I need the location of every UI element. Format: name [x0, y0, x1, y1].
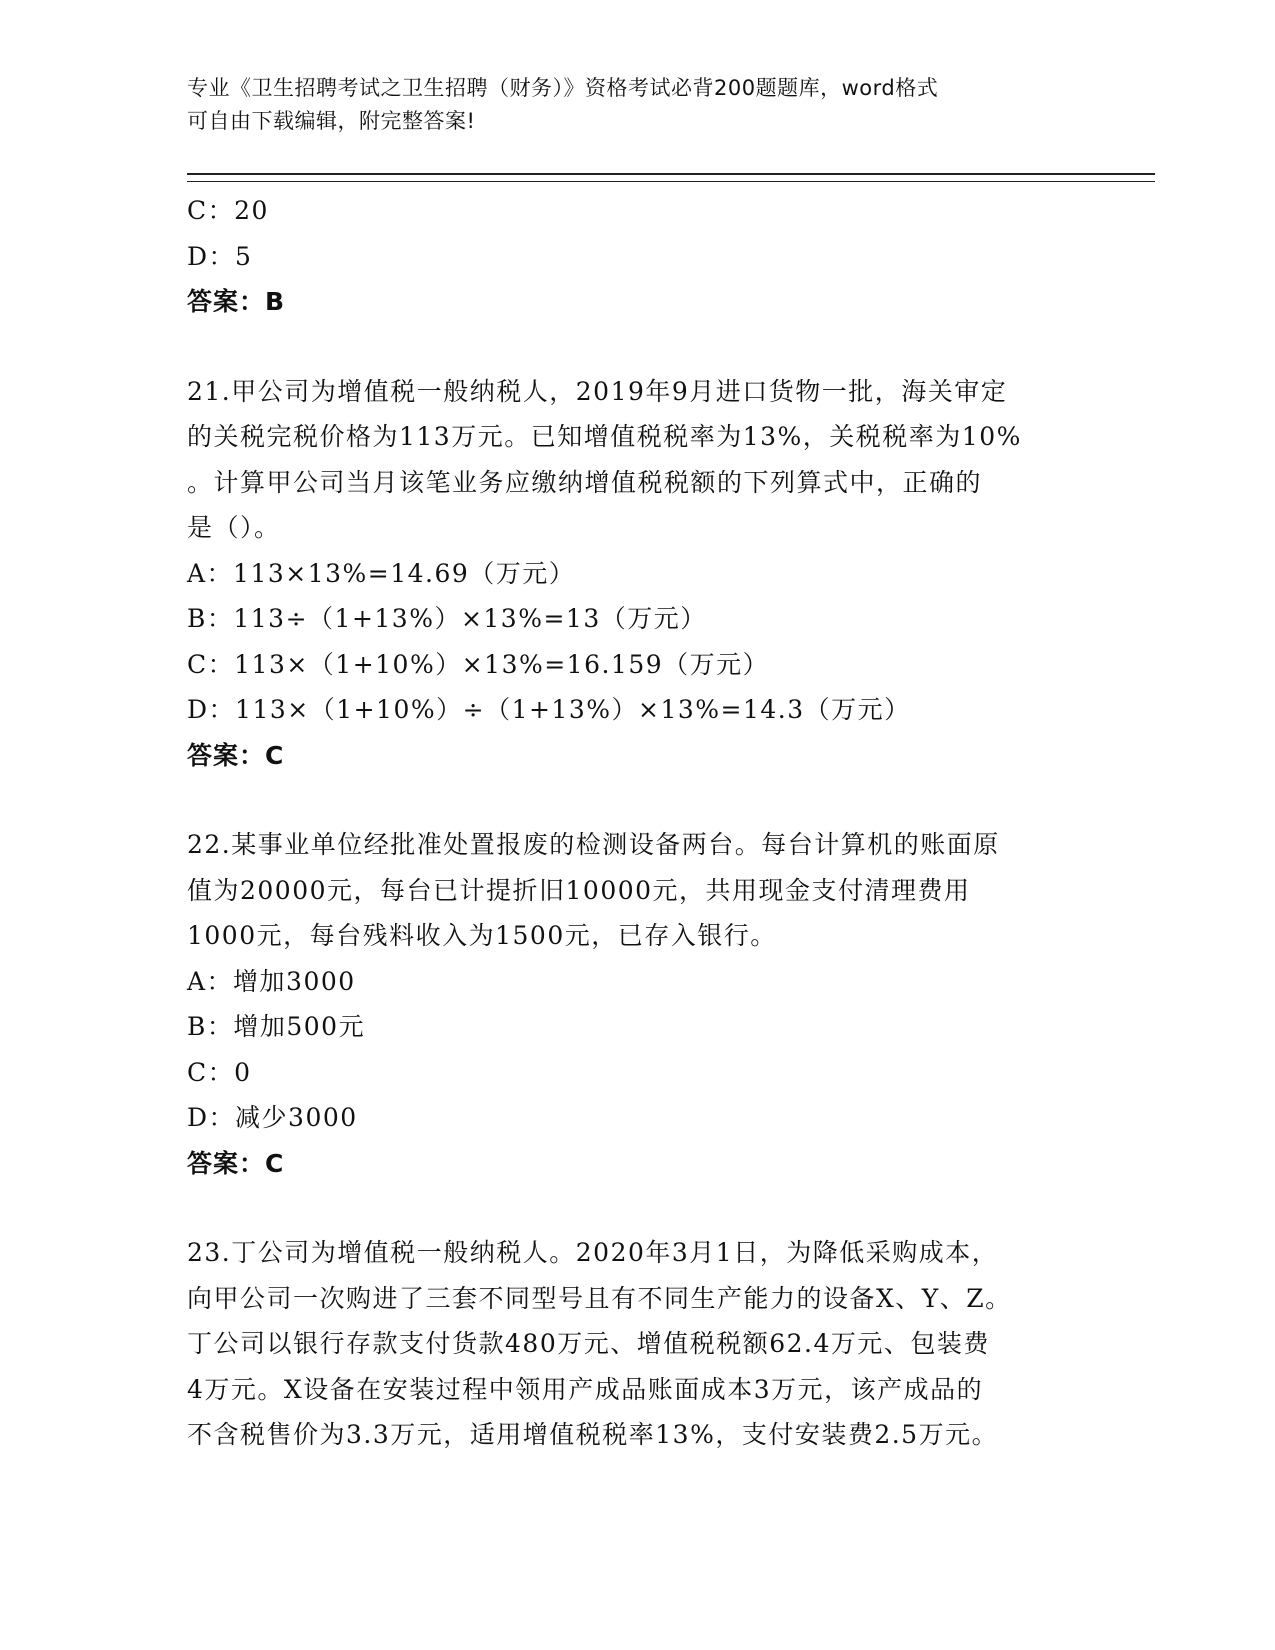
option-c: C：0: [187, 1057, 252, 1087]
question-text-line: 值为20000元，每台已计提折旧10000元，共用现金支付清理费用: [187, 875, 971, 905]
question-text-line: 21.甲公司为增值税一般纳税人，2019年9月进口货物一批，海关审定: [187, 376, 1008, 406]
question-text-line: 是（）。: [187, 513, 281, 542]
option-d: D：5: [187, 241, 253, 271]
header-divider-thick: [187, 173, 1155, 175]
answer-line: 答案：B: [187, 287, 286, 316]
question-text-line: 4万元。X设备在安装过程中领用产成品账面成本3万元，该产成品的: [187, 1374, 984, 1404]
option-c: C：20: [187, 196, 269, 225]
question-text-line: 1000元，每台残料收入为1500元，已存入银行。: [187, 921, 777, 950]
document-header: [187, 72, 1067, 138]
question-text-line: 的关税完税价格为113万元。已知增值税税率为13%，关税税率为10%: [187, 422, 1022, 451]
answer-line: 答案：C: [187, 1148, 285, 1178]
option-d: D：113×（1+10%）÷（1+13%）×13%=14.3（万元）: [187, 695, 911, 724]
option-b: B：增加500元: [187, 1012, 366, 1041]
option-a: A：增加3000: [187, 966, 356, 996]
question-previous: [187, 188, 1087, 325]
header-divider-thin: [187, 181, 1155, 182]
option-a: A：113×13%=14.69（万元）: [187, 558, 576, 588]
option-b: B：113÷（1+13%）×13%=13（万元）: [187, 604, 707, 633]
question-text-line: 不含税售价为3.3万元，适用增值税税率13%，支付安装费2.5万元。: [187, 1420, 999, 1449]
question-text-line: 。计算甲公司当月该笔业务应缴纳增值税税额的下列算式中，正确的: [187, 467, 983, 497]
spacer: [187, 778, 1087, 822]
document-body: [187, 188, 1087, 1458]
header-line-1: 专业《卫生招聘考试之卫生招聘（财务）》资格考试必背200题题库，word格式: [187, 76, 939, 100]
question-text-line: 丁公司以银行存款支付货款480万元、增值税税额62.4万元、包装费: [187, 1329, 990, 1358]
question-23: [187, 1230, 1087, 1458]
option-d: D：减少3000: [187, 1103, 358, 1132]
spacer: [187, 325, 1087, 369]
answer-line: 答案：C: [187, 740, 285, 770]
question-text-line: 23.丁公司为增值税一般纳税人。2020年3月1日，为降低采购成本，: [187, 1238, 999, 1267]
spacer: [187, 1186, 1087, 1230]
question-22: [187, 822, 1087, 1186]
question-21: [187, 369, 1087, 779]
option-c: C：113×（1+10%）×13%=16.159（万元）: [187, 649, 770, 679]
question-text-line: 向甲公司一次购进了三套不同型号且有不同生产能力的设备X、Y、Z。: [187, 1283, 1012, 1313]
question-text-line: 22.某事业单位经批准处置报废的检测设备两台。每台计算机的账面原: [187, 830, 1000, 859]
header-line-2: 可自由下载编辑，附完整答案!: [187, 109, 476, 133]
